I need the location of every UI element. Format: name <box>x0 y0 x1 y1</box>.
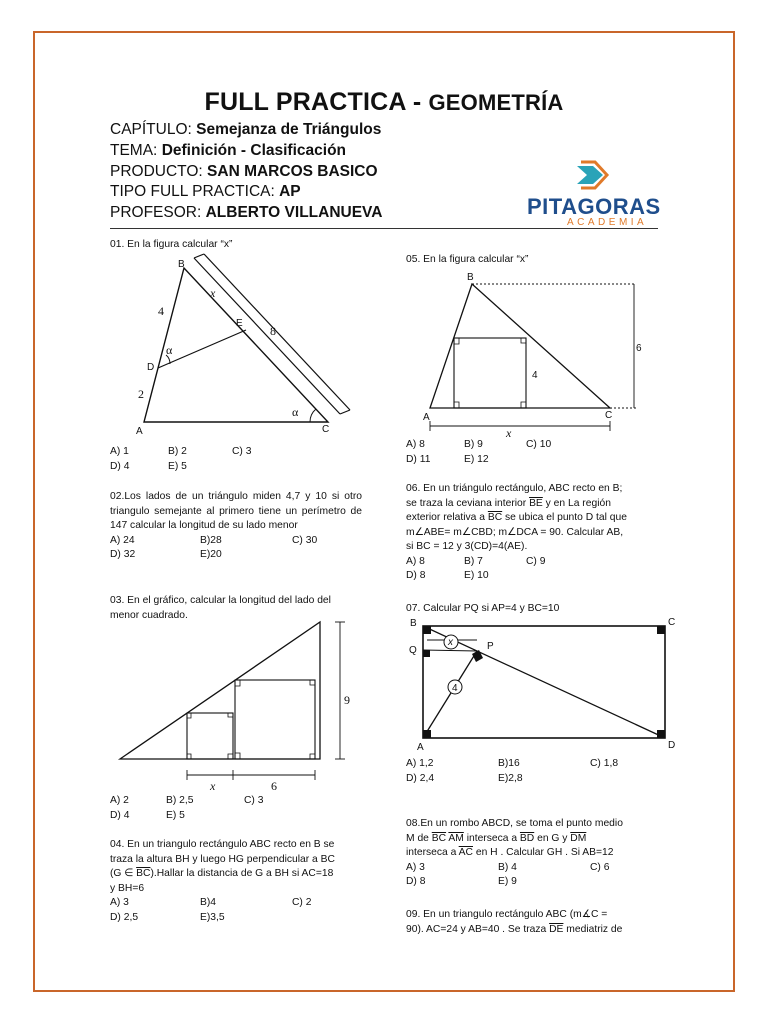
q3-answer-e[interactable]: E) 5 <box>166 809 185 821</box>
q5-label-C: C <box>605 410 613 421</box>
q8-answer-e[interactable]: E) 9 <box>498 876 517 887</box>
question-2: 02.Los lados de un triángulo miden 4,7 y 10 si otro triangulo semejante al primero tiene un perímetro de 147 calcular la longitud de su lado menor A) 24 B)28 C) 30 D) 32 E)20 <box>110 490 362 563</box>
question-6: 06. En un triángulo rectángulo, ABC recto en B; se traza la ceviana interior $\overline{BE}$ y en La región exterior relativa a $\overline{BC}$ se ubica el punto D tal que m∠ABE= m∠CBD; m∠DCA = 90. Calcular AB, si BC = 12 y 3(CD)=4(AE). A) 8 B) 7 C) 9 D) 8 E) 10 <box>406 482 658 584</box>
q7-answer-d[interactable]: D) 2,4 <box>406 772 435 784</box>
q5-label-6: 6 <box>636 343 642 354</box>
q1-label-D: D <box>147 362 155 373</box>
q7-label-P: P <box>487 641 494 652</box>
question-7: 07. Calcular PQ si AP=4 y BC=10 <box>406 603 560 614</box>
q5-answer-a[interactable]: A) 8 <box>406 439 425 450</box>
q8-answer-a[interactable]: A) 3 <box>406 861 425 873</box>
q1-label-C: C <box>322 424 330 435</box>
teacher-row: PROFESOR: ALBERTO VILLANUEVA <box>110 204 383 222</box>
q2-answer-e[interactable]: E)20 <box>200 549 222 560</box>
header-info <box>110 120 382 224</box>
q1-label-x: x <box>210 286 216 300</box>
chapter-row: CAPÍTULO: Semejanza de Triángulos <box>110 121 382 138</box>
q5-answer-e[interactable]: E) 12 <box>464 453 489 465</box>
q7-answer-b[interactable]: B)16 <box>498 758 520 769</box>
q5-answers <box>406 438 666 467</box>
q5-answer-d[interactable]: D) 11 <box>406 453 431 465</box>
q5-figure <box>420 268 660 440</box>
q1-label-alpha1: α <box>166 343 173 357</box>
q2-answer-a[interactable]: A) 24 <box>110 534 135 546</box>
q1-label-E: E <box>236 318 243 329</box>
q7-label-A: A <box>417 742 424 753</box>
q5-label-B: B <box>467 272 474 283</box>
q7-answer-a[interactable]: A) 1,2 <box>406 758 434 769</box>
q3-answer-b[interactable]: B) 2,5 <box>166 795 194 806</box>
q3-answers <box>110 794 370 823</box>
q1-answer-c[interactable]: C) 3 <box>232 446 252 457</box>
q7-figure <box>405 614 685 754</box>
logo-subtitle: ACADEMIA <box>567 217 648 228</box>
q7-label-B: B <box>410 618 417 629</box>
q4-answer-c[interactable]: C) 2 <box>292 897 312 908</box>
q6-answer-d[interactable]: D) 8 <box>406 570 426 581</box>
question-5: 05. En la figura calcular “x” <box>406 254 529 265</box>
q6-answer-b[interactable]: B) 7 <box>464 555 483 567</box>
q3-label-x: x <box>210 779 216 793</box>
logo-chevron-icon <box>575 162 609 192</box>
q7-label-4: 4 <box>452 683 458 694</box>
q7-answers <box>406 757 666 786</box>
pitagoras-logo <box>527 160 661 228</box>
question-1: 01. En la figura calcular “x” <box>110 239 233 250</box>
q7-answer-e[interactable]: E)2,8 <box>498 772 523 784</box>
question-4: 04. En un triangulo rectángulo ABC recto en B se traza la altura BH y luego HG perpendicular a BC (G ∈ $\overline{BC}).Hallar$ la distancia de G a BH si AC=18 y BH=6 A) 3 B)4 C) 2 D) 2,5 E)3,5 <box>110 838 364 925</box>
q8-answer-d[interactable]: D) 8 <box>406 876 426 887</box>
q1-figure <box>120 252 360 442</box>
q1-label-alpha2: α <box>292 405 299 419</box>
q3-label-6: 6 <box>271 779 277 793</box>
q1-answer-a[interactable]: A) 1 <box>110 446 129 457</box>
q1-label-4: 4 <box>158 304 164 318</box>
q7-label-D: D <box>668 740 676 751</box>
question-3: 03. En el gráfico, calcular la longitud del lado del menor cuadrado. <box>110 595 331 621</box>
q8-answer-c[interactable]: C) 6 <box>590 861 610 873</box>
q1-label-8: 8 <box>270 324 276 338</box>
q3-figure <box>115 618 365 796</box>
q6-answer-e[interactable]: E) 10 <box>464 570 489 581</box>
q2-answer-b[interactable]: B)28 <box>200 534 222 546</box>
q5-label-A: A <box>423 412 430 423</box>
question-8: 08.En un rombo ABCD, se toma el punto medio M de $\overline{BC}$ $\overline{AM}$ interseca a $\overline{BD}$ en G y $\overline{DM}$ interseca a $\overline{AC}$ en H . Calcular GH . Si AB=12 A) 3 B) 4 C) 6 D) 8 E) 9 <box>406 817 658 890</box>
q5-answer-c[interactable]: C) 10 <box>526 439 552 450</box>
q1-label-A: A <box>136 426 143 437</box>
product-row: PRODUCTO: SAN MARCOS BASICO <box>110 162 378 180</box>
q3-answer-a[interactable]: A) 2 <box>110 795 129 806</box>
q3-answer-d[interactable]: D) 4 <box>110 809 130 821</box>
q6-answer-a[interactable]: A) 8 <box>406 555 425 567</box>
question-9: 09. En un triangulo rectángulo ABC (m∡C = 90). AC=24 y AB=40 . Se traza $\overline{DE}$ mediatriz de <box>406 909 623 935</box>
page-title: FULL PRACTICA - GEOMETRÍA <box>204 88 564 116</box>
q1-answer-e[interactable]: E) 5 <box>168 460 187 472</box>
logo-name: PITAGORAS <box>527 194 661 219</box>
q1-answers <box>110 445 370 474</box>
q5-label-x: x <box>506 426 512 440</box>
q2-answer-c[interactable]: C) 30 <box>292 534 318 546</box>
q4-answer-d[interactable]: D) 2,5 <box>110 911 139 923</box>
q1-label-2: 2 <box>138 387 144 401</box>
q1-answer-d[interactable]: D) 4 <box>110 460 130 472</box>
q5-answer-b[interactable]: B) 9 <box>464 439 483 450</box>
q3-answer-c[interactable]: C) 3 <box>244 795 264 806</box>
q4-answer-e[interactable]: E)3,5 <box>200 911 225 923</box>
q1-label-B: B <box>178 259 185 270</box>
q7-answer-c[interactable]: C) 1,8 <box>590 758 619 769</box>
q7-label-C: C <box>668 617 676 628</box>
header-divider <box>110 228 658 229</box>
practice-type-row: TIPO FULL PRACTICA: AP <box>110 183 301 201</box>
q1-answer-b[interactable]: B) 2 <box>168 446 187 457</box>
q8-answer-b[interactable]: B) 4 <box>498 861 517 873</box>
q3-label-9: 9 <box>344 693 350 707</box>
q5-label-4: 4 <box>532 370 538 381</box>
q4-answer-a[interactable]: A) 3 <box>110 897 129 908</box>
topic-row: TEMA: Definición - Clasificación <box>110 141 346 159</box>
q7-label-x: x <box>448 637 453 648</box>
q2-answer-d[interactable]: D) 32 <box>110 549 136 560</box>
q4-answer-b[interactable]: B)4 <box>200 897 217 908</box>
q6-answer-c[interactable]: C) 9 <box>526 555 546 567</box>
q7-label-Q: Q <box>409 645 417 656</box>
